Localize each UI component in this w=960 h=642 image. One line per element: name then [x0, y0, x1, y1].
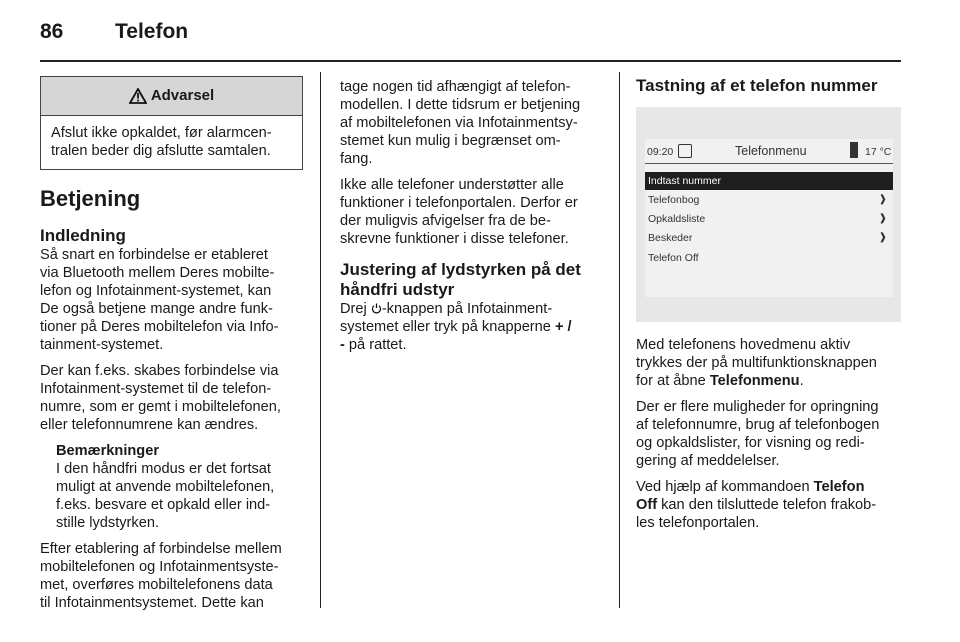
- text-run: Ved hjælp af kommandoen: [636, 479, 814, 495]
- column-divider-1: [320, 72, 321, 608]
- text-run-bold: Telefon Off: [636, 479, 865, 513]
- column-3-text: [636, 336, 901, 540]
- column-1: [40, 76, 305, 620]
- warning-title: Advarsel: [150, 87, 215, 104]
- warning-text: Afslut ikke opkaldet, før alarmcen- tralen beder dig afslutte samtalen.: [51, 125, 272, 159]
- text-run: .: [799, 373, 804, 389]
- column-2: [340, 78, 605, 362]
- screen-title: Telefonmenu: [735, 144, 807, 158]
- text-run: Med telefonens hovedmenu aktiv trykkes der på multifunktionsknappen for at åbne: [636, 337, 877, 389]
- column-3: [636, 76, 901, 96]
- page-number: 86: [40, 20, 64, 43]
- text-run: kan den tilsluttede telefon frakob- les telefonportalen.: [636, 497, 877, 531]
- paragraph: Ikke alle telefoner understøtter alle funktioner i telefonportalen. Derfor er der muligvis afvigelser fra de be- skrevne funktioner i disse telefoner.: [340, 177, 578, 247]
- paragraph: [636, 478, 901, 532]
- subsection-heading: Tastning af et telefon nummer: [636, 76, 878, 95]
- screen-menu-item[interactable]: [645, 229, 893, 247]
- screen-photo: [636, 107, 901, 322]
- paragraph: [636, 336, 901, 390]
- warning-triangle-icon: [129, 88, 147, 104]
- paragraph: Så snart en forbindelse er etableret via Bluetooth mellem Deres mobilte- lefon og Infotainment-systemet, kan De også betjene mange andre funk- tioner på Deres mobiltelefon via Info- tainment-systemet.: [40, 247, 279, 353]
- page-header-title: Telefon: [115, 20, 189, 43]
- screen-menu-item-label: Telefonbog: [648, 194, 700, 206]
- subsection-heading: Indledning: [40, 226, 126, 245]
- screen-menu-item[interactable]: [645, 172, 893, 190]
- screen-temperature: 17 °C: [865, 146, 892, 158]
- note-text: I den håndfri modus er det fortsat muligt at anvende mobiltelefonen, f.eks. besvare et opkald eller ind- stille lydstyrken.: [56, 461, 275, 531]
- screen-time: 09:20: [647, 146, 674, 158]
- warning-header: [41, 77, 302, 116]
- subsection-heading: Justering af lydstyrken på det håndfri udstyr: [340, 260, 581, 299]
- phone-battery-icon: [850, 142, 858, 158]
- infotainment-screen: [645, 139, 893, 297]
- paragraph: Der kan f.eks. skabes forbindelse via Infotainment-systemet til de telefon- numre, som er gemt i mobiltelefonen, eller telefonnumrene kan ændres.: [40, 363, 281, 433]
- chevron-right-icon: ❱: [878, 194, 887, 205]
- power-knob-icon: [371, 303, 382, 314]
- text-run: på rattet.: [344, 337, 407, 353]
- screen-menu-item-label: Telefon Off: [648, 252, 699, 264]
- warning-box: [40, 76, 303, 170]
- phone-status-icon: [678, 144, 692, 158]
- text-run: -knappen på Infotainment- systemet eller tryk på knapperne: [340, 301, 553, 335]
- paragraph: Der er flere muligheder for opringning af telefonnumre, brug af telefonbogen og opkaldslister, for visning og redi- gering af meddelelser.: [636, 399, 880, 469]
- screen-menu-item-label: Indtast nummer: [648, 175, 721, 187]
- text-run: Drej: [340, 301, 371, 317]
- screen-menu-item[interactable]: [645, 249, 893, 267]
- header-rule: [40, 60, 901, 62]
- note-title: Bemærkninger: [56, 443, 159, 459]
- note-block: [40, 442, 305, 532]
- text-run-bold: + / -: [340, 319, 572, 353]
- screen-menu-item-label: Beskeder: [648, 232, 693, 244]
- paragraph: Efter etablering af forbindelse mellem mobiltelefonen og Infotainmentsyste- met, overføres mobiltelefonens data til Infotainmentsystemet. Dette kan: [40, 541, 282, 611]
- screen-menu-item[interactable]: [645, 191, 893, 209]
- chevron-right-icon: ❱: [878, 213, 887, 224]
- screen-menu-item-label: Opkaldsliste: [648, 213, 706, 225]
- column-divider-2: [619, 72, 620, 608]
- paragraph: tage nogen tid afhængigt af telefon- modellen. I dette tidsrum er betjening af mobiltelefonen via Infotainmentsy- stemet kun mulig i begrænset om- fang.: [340, 79, 581, 167]
- section-heading: Betjening: [40, 186, 141, 211]
- chevron-right-icon: ❱: [878, 232, 887, 243]
- screen-separator: [645, 163, 893, 164]
- paragraph: [340, 300, 605, 354]
- text-run-bold: Telefonmenu: [709, 373, 800, 389]
- screen-menu-item[interactable]: [645, 210, 893, 228]
